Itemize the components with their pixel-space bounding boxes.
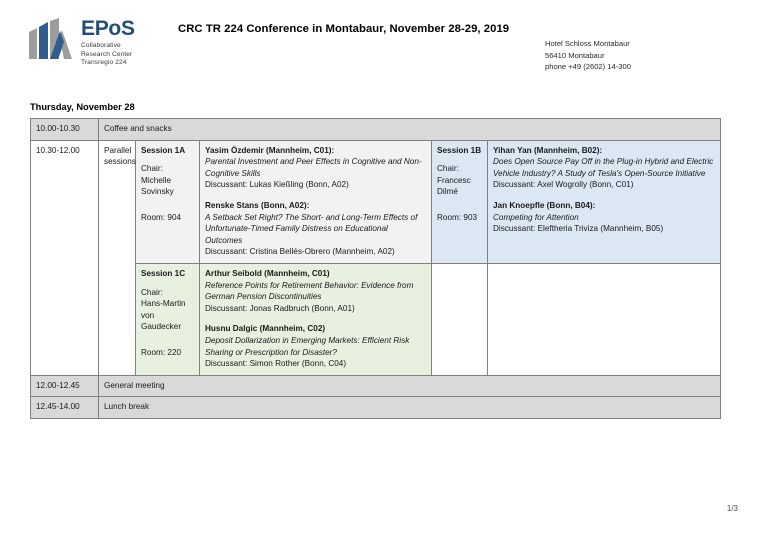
epos-subtitle-line-3: Transregio 224 (81, 59, 127, 67)
paper-entry (205, 145, 426, 191)
page-title: CRC TR 224 Conference in Montabaur, November 28-29, 2019 (178, 23, 510, 35)
paper-title: Competing for Attention (493, 212, 579, 222)
session-1c-chair-line-3: Gaudecker (141, 322, 182, 332)
coffee-label: Coffee and snacks (99, 119, 721, 141)
epos-wordmark: EPoS (81, 17, 135, 40)
paper-title: Deposit Dollarization in Emerging Markets: Efficient Risk Sharing or Prescription for Disaster? (205, 335, 410, 357)
parallel-time: 10.30-12.00 (31, 140, 99, 375)
epos-logo (28, 18, 135, 68)
paper-entry (205, 323, 426, 369)
venue-address (545, 38, 631, 73)
lunch-label: Lunch break (99, 397, 721, 419)
paper-author: Husnu Dalgic (Mannheim, C02) (205, 324, 326, 334)
lunch-time: 12.45-14.00 (31, 397, 99, 419)
paper-author: Jan Knoepfle (Bonn, B04): (493, 200, 596, 210)
paper-author: Yasim Özdemir (Mannheim, C01): (205, 145, 335, 155)
paper-title: Parental Investment and Peer Effects in Cognitive and Non-Cognitive Skills (205, 157, 422, 178)
session-1c-chair-line-1: Hans-Martin (141, 299, 186, 309)
session-1c-chair-label: Chair: (141, 287, 163, 297)
coffee-time: 10.00-10.30 (31, 119, 99, 141)
session-1b-room: Room: 903 (437, 212, 478, 222)
session-1a-name: Session 1A (141, 145, 186, 155)
parallel-kind-line-1: Parallel (104, 145, 132, 155)
general-meeting-label: General meeting (99, 375, 721, 397)
document-header (0, 0, 768, 82)
parallel-kind (99, 140, 136, 375)
page-number: 1/3 (726, 504, 738, 513)
session-1b-meta (432, 140, 488, 263)
paper-entry (205, 200, 426, 258)
session-1b-papers (488, 140, 721, 263)
paper-title: Does Open Source Pay Off in the Plug-in Hybrid and Electric Vehicle Industry? A Study of Tesla's Open-Source Initiative (493, 157, 714, 178)
session-1a-papers (200, 140, 432, 263)
paper-author: Yihan Yan (Mannheim, B02): (493, 145, 603, 155)
session-1c-papers (200, 263, 432, 375)
epos-logo-mark-icon (28, 18, 74, 65)
paper-author: Arthur Seibold (Mannheim, C01) (205, 268, 330, 278)
session-1c-name: Session 1C (141, 268, 186, 278)
session-1a-chair-label: Chair: (141, 164, 163, 174)
paper-title: A Setback Set Right? The Short- and Long-Term Effects of Unfortunate-Timed Family Distress on Educational Outcomes (205, 212, 418, 245)
epos-subtitle-line-1: Collaborative (81, 42, 121, 49)
day-heading: Thursday, November 28 (30, 102, 135, 112)
session-1a-room: Room: 904 (141, 212, 182, 222)
session-1b-name: Session 1B (437, 145, 482, 155)
paper-discussant: Discussant: Eleftheria Triviza (Mannheim, B05) (493, 224, 664, 234)
session-1c-right-empty-meta (432, 263, 488, 375)
table-row (31, 375, 721, 397)
session-1c-chair-line-2: von (141, 310, 155, 320)
epos-subtitle (81, 42, 135, 68)
epos-subtitle-line-2: Research Center (81, 50, 133, 58)
session-1c-right-empty-papers (488, 263, 721, 375)
paper-entry (493, 200, 715, 235)
table-row (31, 140, 721, 263)
session-1b-chair-line-1: Francesc (437, 175, 471, 185)
epos-logo-text (81, 18, 135, 68)
venue-line-3: phone +49 (2602) 14-300 (545, 62, 631, 72)
table-row (31, 397, 721, 419)
session-1a-meta (136, 140, 200, 263)
paper-title: Reference Points for Retirement Behavior: Evidence from German Pension Discontinuities (205, 280, 414, 302)
table-row (31, 119, 721, 141)
venue-line-2: 56410 Montabaur (545, 50, 605, 60)
session-1a-chair-line-1: Michelle (141, 175, 172, 185)
session-1b-chair-label: Chair: (437, 164, 459, 174)
parallel-kind-line-2: sessions (104, 157, 136, 167)
paper-discussant: Discussant: Simon Rother (Bonn, C04) (205, 359, 347, 369)
paper-discussant: Discussant: Axel Wogrolly (Bonn, C01) (493, 180, 634, 190)
schedule-table (30, 118, 721, 419)
general-meeting-time: 12.00-12.45 (31, 375, 99, 397)
paper-author: Renske Stans (Bonn, A02): (205, 200, 310, 210)
paper-discussant: Discussant: Cristina Bellés-Obrero (Mannheim, A02) (205, 247, 395, 257)
paper-entry (205, 268, 426, 314)
paper-discussant: Discussant: Jonas Radbruch (Bonn, A01) (205, 303, 355, 313)
paper-entry (493, 145, 715, 191)
session-1c-meta (136, 263, 200, 375)
venue-line-1: Hotel Schloss Montabaur (545, 39, 630, 48)
session-1b-chair-line-2: Dilmé (437, 187, 458, 197)
session-1a-chair-line-2: Sovinsky (141, 187, 174, 197)
paper-discussant: Discussant: Lukas Kießling (Bonn, A02) (205, 180, 349, 190)
session-1c-room: Room: 220 (141, 347, 182, 357)
